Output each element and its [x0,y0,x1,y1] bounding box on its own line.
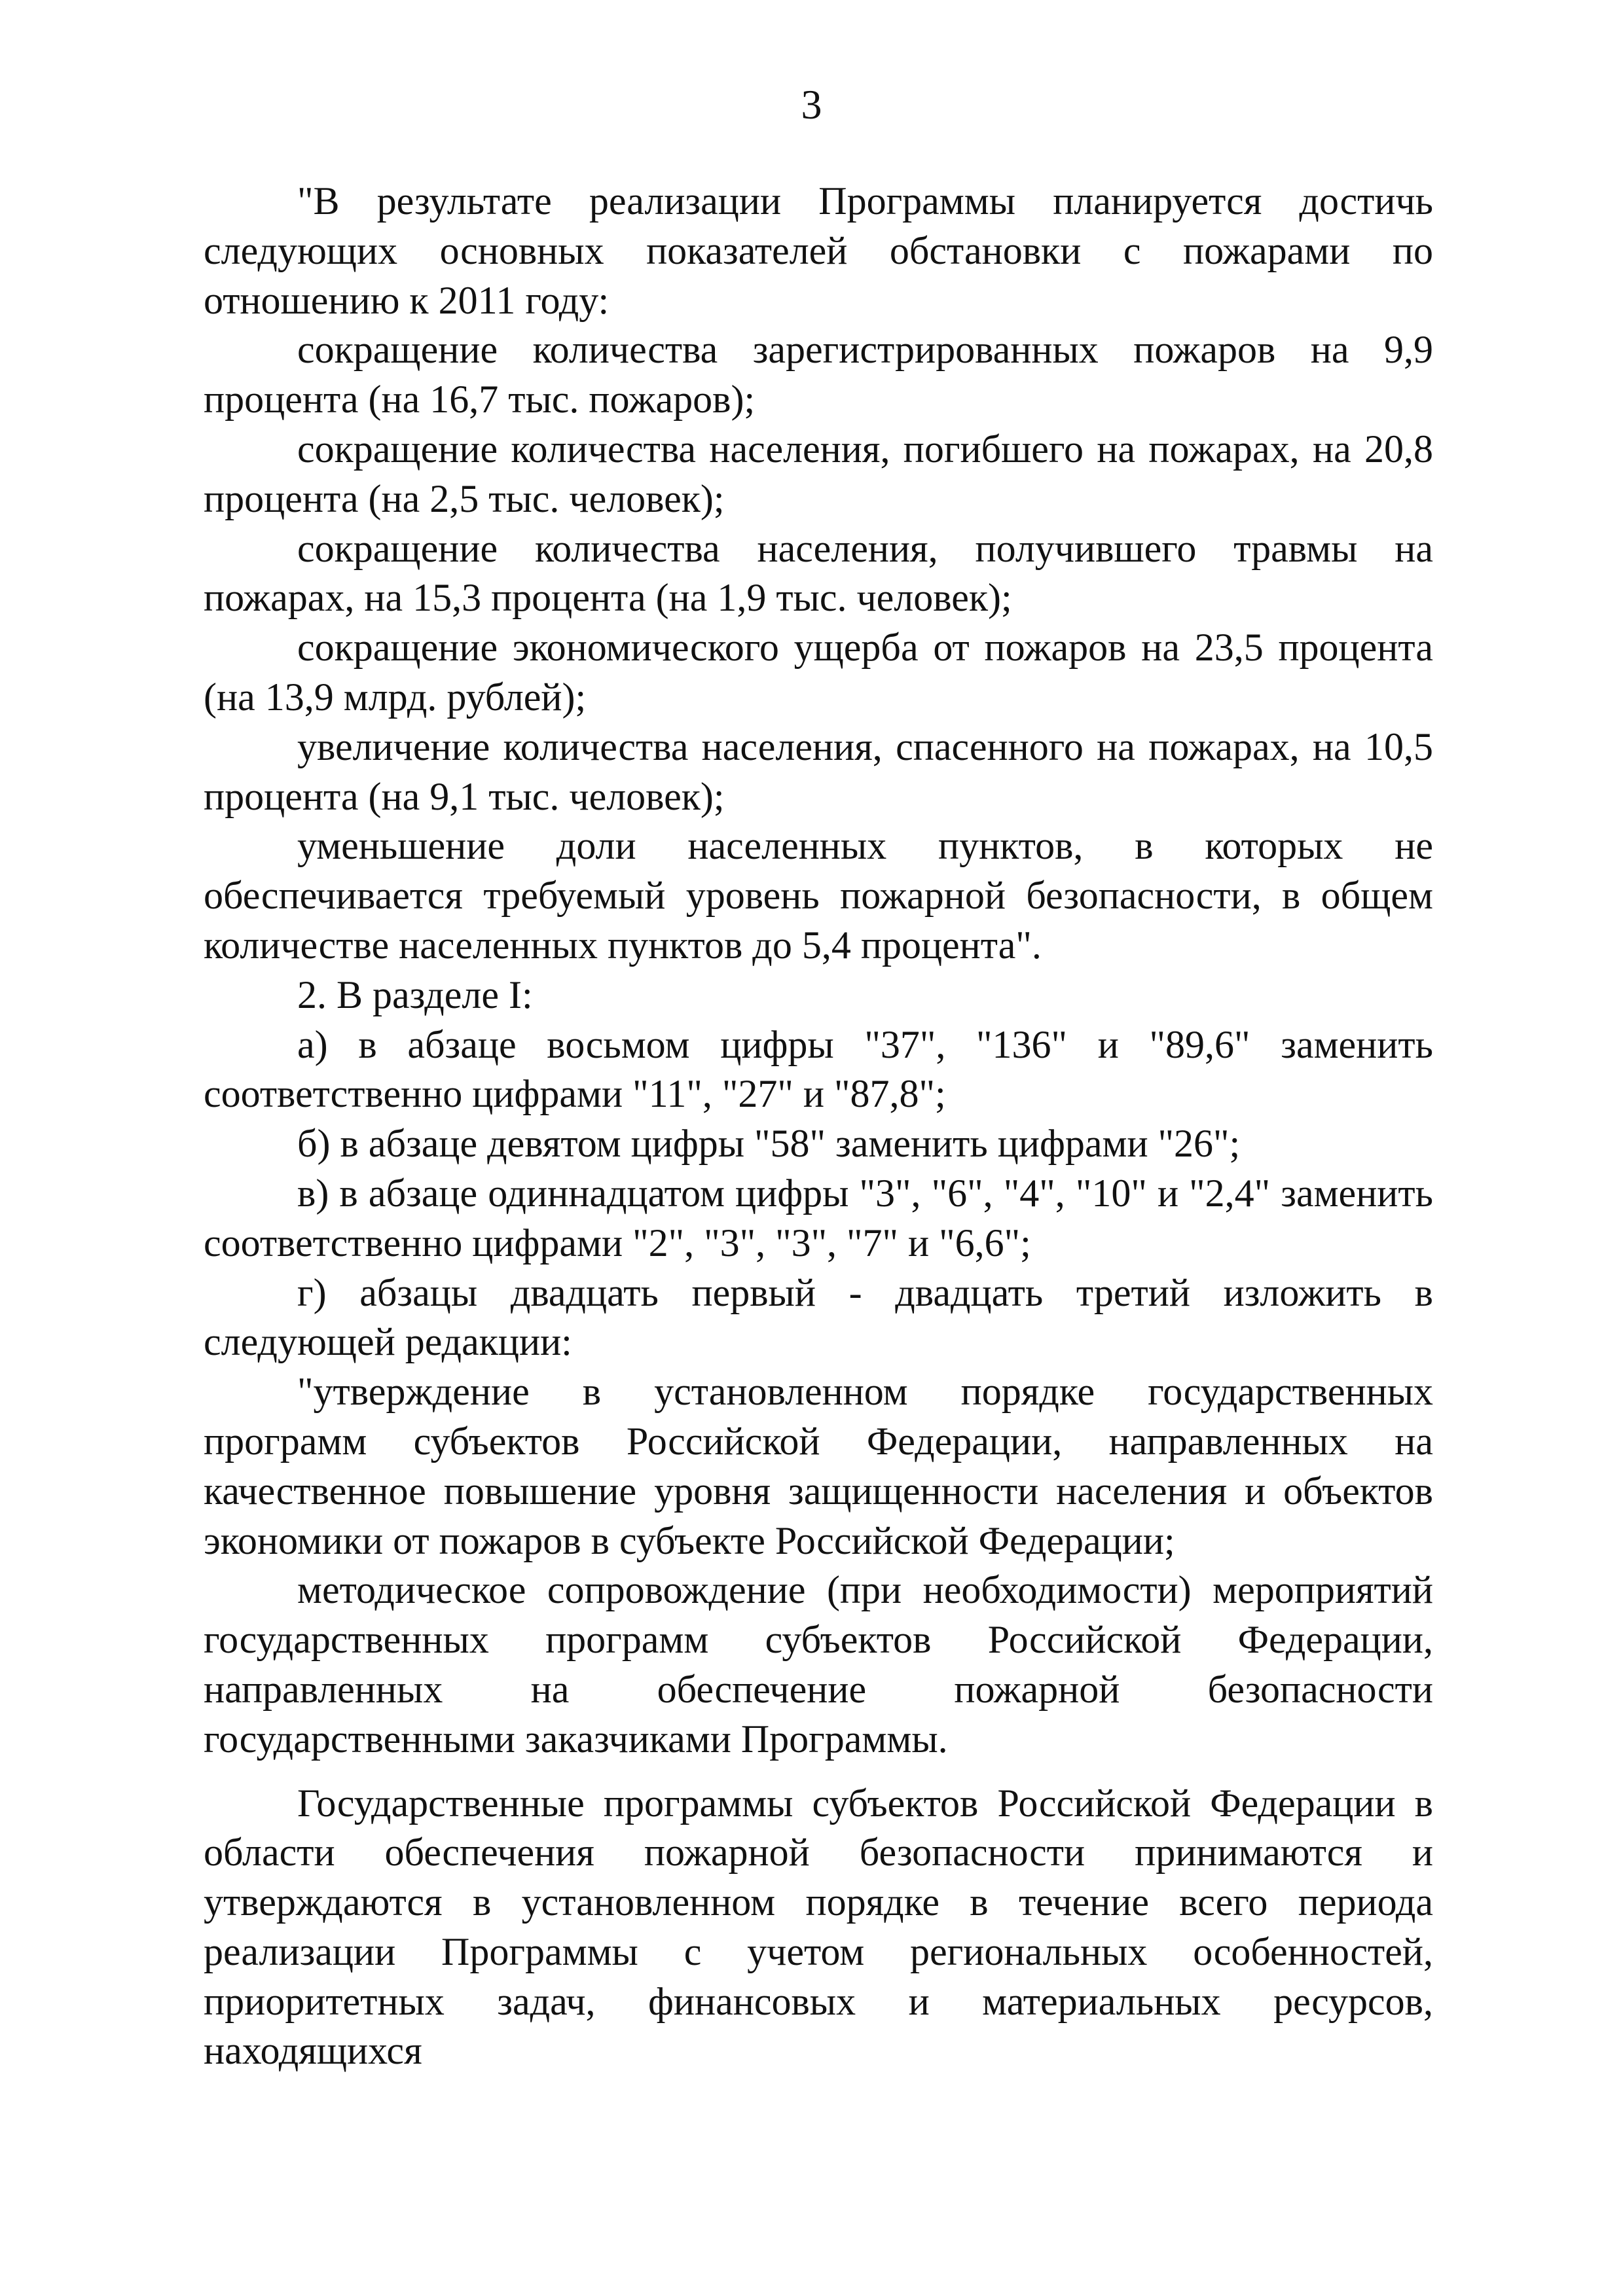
paragraph-regional-programs: Государственные программы субъектов Российской Федерации в области обеспечения пожарной безопасности принимаются и утверждаются в установленном порядке в течение всего периода реализации Программы с учетом региональных особенностей, приоритетных задач, финансовых и материальных ресурсов, находящихся [204,1781,1433,2073]
paragraph-program-results-intro: "В результате реализации Программы планируется достичь следующих основных показателей обстановки с пожарами по отношению к 2011 году: [204,179,1433,322]
paragraph-methodical-support: методическое сопровождение (при необходимости) мероприятий государственных программ субъектов Российской Федерации, направленных на обеспечение пожарной безопасности государственными заказчиками Программы. [204,1568,1433,1761]
paragraph-item-b: б) в абзаце девятом цифры "58" заменить цифрами "26"; [297,1122,1241,1166]
paragraph-fire-deaths: сокращение количества населения, погибшего на пожарах, на 20,8 процента (на 2,5 тыс. человек); [204,427,1433,520]
paragraph-item-g: г) абзацы двадцать первый - двадцать третий изложить в следующей редакции: [204,1270,1433,1364]
paragraph-item-a: а) в абзаце восьмом цифры "37", "136" и "89,6" заменить соответственно цифрами "11", "27" и "87,8"; [204,1022,1433,1116]
paragraph-registered-fires: сокращение количества зарегистрированных пожаров на 9,9 процента (на 16,7 тыс. пожаров); [204,328,1433,422]
paragraph-rescued-population: увеличение количества населения, спасенного на пожарах, на 10,5 процента (на 9,1 тыс. человек); [204,725,1433,818]
paragraph-section-heading: 2. В разделе I: [297,973,533,1016]
paragraph-settlements-share: уменьшение доли населенных пунктов, в которых не обеспечивается требуемый уровень пожарной безопасности, в общем количестве населенных пунктов до 5,4 процента". [204,824,1433,967]
document-body [204,177,1433,2076]
paragraph-economic-damage: сокращение экономического ущерба от пожаров на 23,5 процента (на 13,9 млрд. рублей); [204,626,1433,719]
page-number: 3 [801,81,822,128]
paragraph-state-programs-approval: "утверждение в установленном порядке государственных программ субъектов Российской Федерации, направленных на качественное повышение уровня защищенности населения и объектов экономики от пожаров в субъекте Российской Федерации; [204,1370,1433,1562]
paragraph-fire-injuries: сокращение количества населения, получившего травмы на пожарах, на 15,3 процента (на 1,9 тыс. человек); [204,526,1433,620]
paragraph-item-v: в) в абзаце одиннадцатом цифры "3", "6", "4", "10" и "2,4" заменить соответственно цифрами "2", "3", "3", "7" и "6,6"; [204,1171,1433,1265]
